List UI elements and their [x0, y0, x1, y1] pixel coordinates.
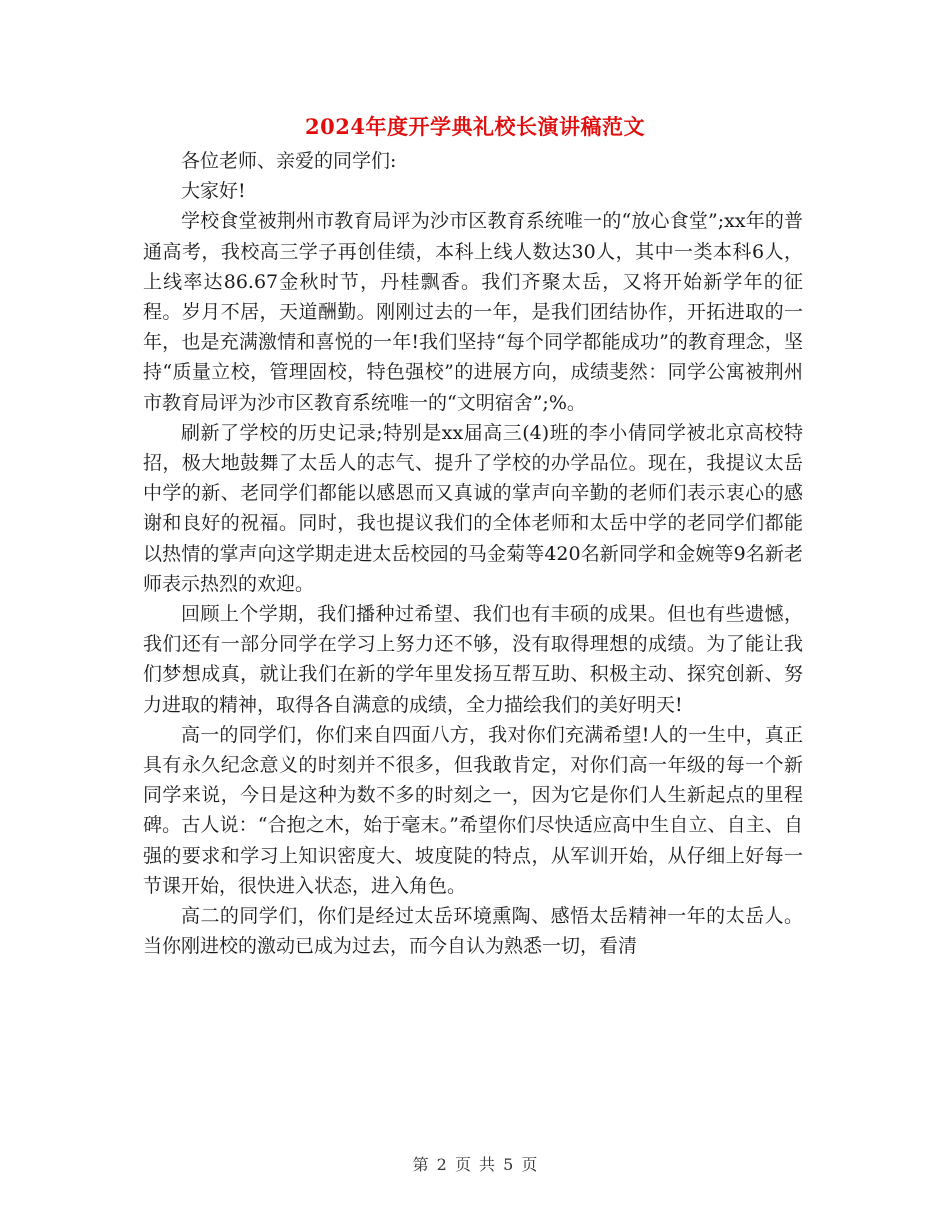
page-number-footer: 第 2 页 共 5 页 — [412, 1155, 538, 1174]
document-body — [143, 146, 803, 961]
paragraph: 学校食堂被荆州市教育局评为沙市区教育系统唯一的“放心食堂”;xx年的普通高考，我校高三学子再创佳绩，本科上线人数达30人，其中一类本科6人，上线率达86.67金秋时节，丹桂飘香。我们齐聚太岳，又将开始新学年的征程。岁月不居，天道酬勤。刚刚过去的一年，是我们团结协作，开拓进取的一年，也是充满激情和喜悦的一年!我们坚持“每个同学都能成功”的教育理念，坚持“质量立校，管理固校，特色强校”的进展方向，成绩斐然：同学公寓被荆州市教育局评为沙市区教育系统唯一的“文明宿舍”;%。 — [143, 210, 803, 414]
paragraph-greeting: 各位老师、亲爱的同学们: — [181, 150, 397, 172]
paragraph-hello: 大家好! — [181, 180, 246, 203]
paragraph: 刷新了学校的历史记录;特别是xx届高三(4)班的李小倩同学被北京高校特招，极大地鼓舞了太岳人的志气、提升了学校的办学品位。现在，我提议太岳中学的新、老同学们都能以感恩而又真诚的掌声向辛勤的老师们表示衷心的感谢和良好的祝福。同时，我也提议我们的全体老师和太岳中学的老同学们都能以热情的掌声向这学期走进太岳校园的马金菊等420名新同学和金婉等9名新老师表示热烈的欢迎。 — [143, 421, 803, 595]
paragraph: 高一的同学们，你们来自四面八方，我对你们充满希望!人的一生中，真正具有永久纪念意义的时刻并不很多，但我敢肯定，对你们高一年级的每一个新同学来说，今日是这种为数不多的时刻之一，因为它是你们人生新起点的里程碑。古人说：“合抱之木，始于毫末。”希望你们尽快适应高中生自立、自主、自强的要求和学习上知识密度大、坡度陡的特点，从军训开始，从仔细上好每一节课开始，很快进入状态，进入角色。 — [143, 723, 803, 897]
paragraph: 回顾上个学期，我们播种过希望、我们也有丰硕的成果。但也有些遗憾，我们还有一部分同学在学习上努力还不够，没有取得理想的成绩。为了能让我们梦想成真，就让我们在新的学年里发扬互帮互助、积极主动、探究创新、努力进取的精神，取得各自满意的成绩，全力描绘我们的美好明天! — [143, 603, 803, 716]
document-title: 2024年度开学典礼校长演讲稿范文 — [305, 114, 645, 139]
paragraph: 高二的同学们，你们是经过太岳环境熏陶、感悟太岳精神一年的太岳人。当你刚进校的激动已成为过去，而今自认为熟悉一切，看清 — [143, 905, 803, 958]
